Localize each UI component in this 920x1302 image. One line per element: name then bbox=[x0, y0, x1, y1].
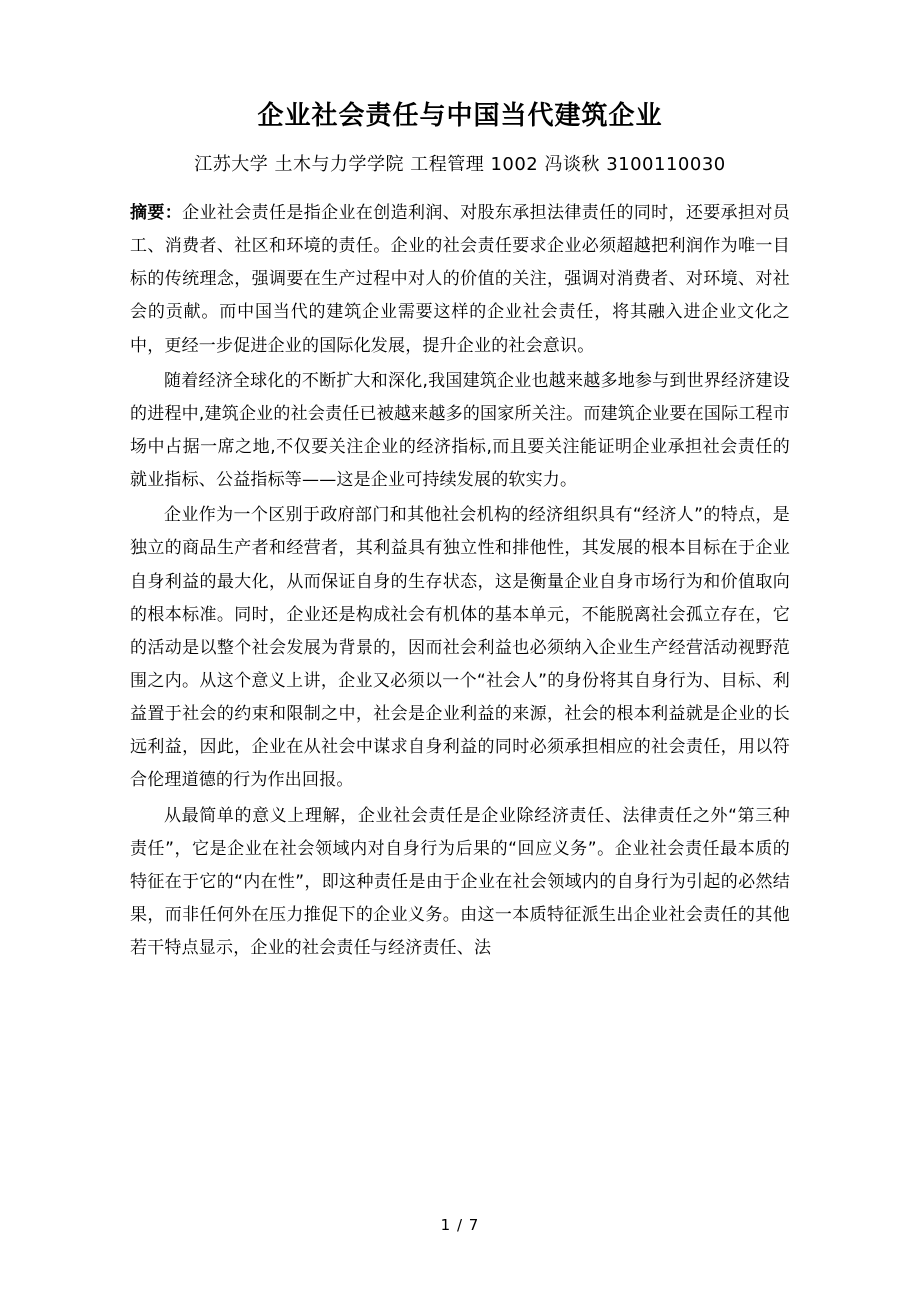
page-footer: 1 / 7 bbox=[440, 1216, 480, 1234]
body-paragraph-3: 从最简单的意义上理解，企业社会责任是企业除经济责任、法律责任之外“第三种责任”，它是企业在社会领域内对自身行为后果的“回应义务”。企业社会责任最本质的特征在于它的“内在性”，即这种责任是由于企业在社会领域内的自身行为引起的必然结果，而非任何外在压力推促下的企业义务。由这一本质特征派生出企业社会责任的其他若干特点显示，企业的社会责任与经济责任、法 bbox=[130, 805, 790, 959]
abstract-label: 摘要： bbox=[130, 202, 183, 223]
abstract-text: 企业社会责任是指企业在创造利润、对股东承担法律责任的同时，还要承担对员工、消费者、社区和环境的责任。企业的社会责任要求企业必须超越把利润作为唯一目标的传统理念，强调要在生产过程中对人的价值的关注，强调对消费者、对环境、对社会的贡献。而中国当代的建筑企业需要这样的企业社会责任，将其融入进企业文化之中，更经一步促进企业的国际化发展，提升企业的社会意识。 bbox=[130, 202, 790, 356]
body-paragraph-2: 企业作为一个区别于政府部门和其他社会机构的经济组织具有“经济人”的特点，是独立的商品生产者和经营者，其利益具有独立性和排他性，其发展的根本目标在于企业自身利益的最大化，从而保证自身的生存状态，这是衡量企业自身市场行为和价值取向的根本标准。同时，企业还是构成社会有机体的基本单元，不能脱离社会孤立存在，它的活动是以整个社会发展为背景的，因而社会利益也必须纳入企业生产经营活动视野范围之内。从这个意义上讲，企业又必须以一个“社会人”的身份将其自身行为、目标、利益置于社会的约束和限制之中，社会是企业利益的来源，社会的根本利益就是企业的长远利益，因此，企业在从社会中谋求自身利益的同时必须承担相应的社会责任，用以符合伦理道德的行为作出回报。 bbox=[130, 505, 790, 791]
author-byline: 江苏大学 土木与力学学院 工程管理 1002 冯谈秋 3100110030 bbox=[194, 153, 726, 175]
document-body bbox=[130, 100, 790, 967]
body-paragraph-1: 随着经济全球化的不断扩大和深化,我国建筑企业也越来越多地参与到世界经济建设的进程中,建筑企业的社会责任已被越来越多的国家所关注。而建筑企业要在国际工程市场中占据一席之地,不仅要关注企业的经济指标,而且要关注能证明企业承担社会责任的就业指标、公益指标等——这是企业可持续发展的软实力。 bbox=[130, 370, 790, 491]
page-title: 企业社会责任与中国当代建筑企业 bbox=[257, 101, 663, 131]
abstract-paragraph bbox=[130, 197, 790, 363]
